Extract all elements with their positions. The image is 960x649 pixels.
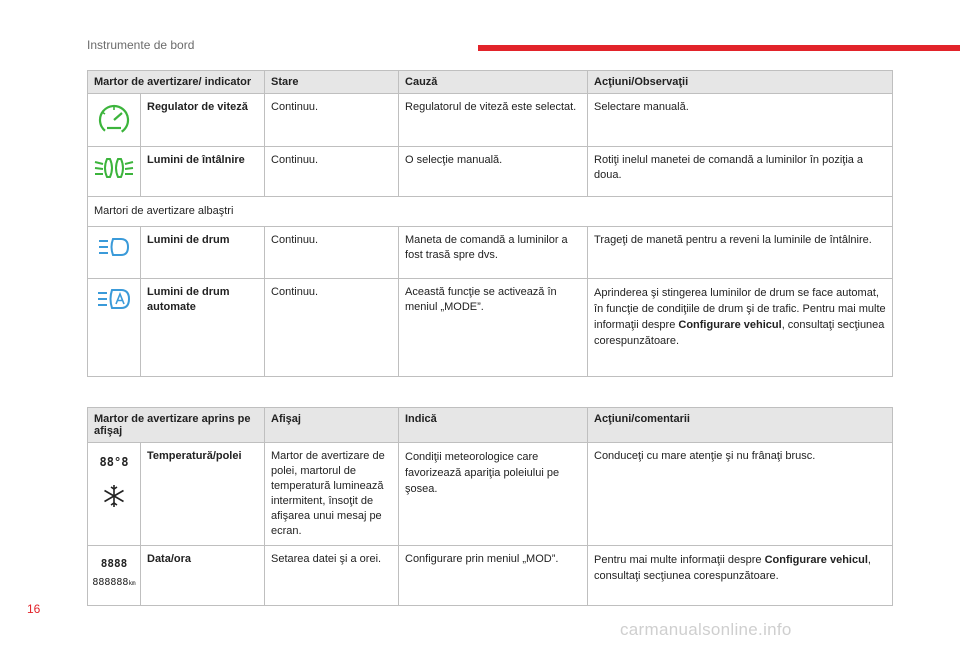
- col-header-actions: Acţiuni/Observaţii: [588, 71, 893, 94]
- watermark: carmanualsonline.info: [620, 620, 792, 639]
- auto-main-beam-icon: [96, 287, 132, 311]
- section-title: Martori de avertizare albaştri: [88, 197, 893, 227]
- icon-cell: [88, 279, 141, 377]
- action-cell: Selectare manuală.: [588, 94, 893, 147]
- warning-lights-table: [87, 70, 893, 377]
- indicator-name: Lumini de drum: [141, 227, 265, 279]
- main-beam-icon: [97, 235, 131, 259]
- table-row: [88, 279, 893, 377]
- icon-cell: [88, 94, 141, 147]
- temperature-readout-icon: 88°8: [99, 455, 129, 469]
- col-header-indicates: Indică: [399, 408, 588, 443]
- cause-cell: Regulatorul de viteză este selectat.: [399, 94, 588, 147]
- indicator-name: Temperatură/polei: [141, 443, 265, 546]
- action-cell: Rotiţi inelul manetei de comandă a luminilor în poziţia a doua.: [588, 147, 893, 197]
- indicates-cell: Condiţii meteorologice care favorizează apariţia poleiului pe şosea.: [399, 443, 588, 546]
- table-header-row: [88, 71, 893, 94]
- icon-cell: [88, 227, 141, 279]
- table-row: [88, 443, 893, 546]
- state-cell: Continuu.: [265, 279, 399, 377]
- state-cell: Continuu.: [265, 227, 399, 279]
- clock-readout-icon: 8888: [100, 557, 128, 570]
- table-row: [88, 147, 893, 197]
- odometer-digits: 888888: [92, 577, 129, 588]
- action-text: Pentru mai multe informaţii despre: [594, 554, 765, 566]
- table-row: [88, 227, 893, 279]
- col-header-display: Afişaj: [265, 408, 399, 443]
- snowflake-icon: [102, 484, 126, 508]
- cause-cell: Maneta de comandă a luminilor a fost trasă spre dvs.: [399, 227, 588, 279]
- indicates-cell: Configurare prin meniul „MOD”.: [399, 546, 588, 606]
- icon-cell: [88, 443, 141, 546]
- col-header-actions: Acţiuni/comentarii: [588, 408, 893, 443]
- indicator-name: Lumini de întâlnire: [141, 147, 265, 197]
- table-header-row: [88, 408, 893, 443]
- indicator-name: Lumini de drum automate: [141, 279, 265, 377]
- col-header-indicator: Martor de avertizare/ indicator: [88, 71, 265, 94]
- col-header-state: Stare: [265, 71, 399, 94]
- odometer-readout-icon: [92, 575, 136, 591]
- speed-limiter-icon: [94, 102, 134, 138]
- indicator-name: Regulator de viteză: [141, 94, 265, 147]
- cause-cell: O selecţie manuală.: [399, 147, 588, 197]
- section-row: [88, 197, 893, 227]
- display-cell: Martor de avertizare de polei, martorul de temperatură luminează intermitent, însoţit de afişarea unui mesaj pe ecran.: [265, 443, 399, 546]
- state-cell: Continuu.: [265, 94, 399, 147]
- indicator-name: Data/ora: [141, 546, 265, 606]
- table-row: [88, 94, 893, 147]
- action-cell: Trageţi de manetă pentru a reveni la luminile de întâlnire.: [588, 227, 893, 279]
- action-text-end: , consultaţi secţiunea corespunzătoare.: [594, 554, 871, 582]
- action-text-end: , consultaţi secţiunea corespunzătoare.: [594, 319, 885, 347]
- action-emphasis: Configurare vehicul: [678, 319, 782, 331]
- accent-bar: [478, 45, 960, 51]
- odometer-unit: km: [128, 580, 136, 587]
- action-emphasis: Configurare vehicul: [764, 554, 868, 566]
- action-text: Aprinderea şi stingerea luminilor de drum se face automat, în funcţie de condiţiile de drum şi de trafic. Pentru mai multe informaţii despre: [594, 287, 886, 331]
- display-warnings-table: [87, 407, 893, 606]
- page-header-title: Instrumente de bord: [87, 38, 195, 52]
- col-header-indicator: Martor de avertizare aprins pe afişaj: [88, 408, 265, 443]
- icon-cell: [88, 147, 141, 197]
- action-cell: Conduceţi cu mare atenţie şi nu frânaţi brusc.: [588, 443, 893, 546]
- col-header-cause: Cauză: [399, 71, 588, 94]
- dipped-beam-icon: [93, 155, 135, 181]
- display-cell: Setarea datei şi a orei.: [265, 546, 399, 606]
- page-number: 16: [27, 602, 41, 616]
- state-cell: Continuu.: [265, 147, 399, 197]
- cause-cell: Această funcţie se activează în meniul „MODE”.: [399, 279, 588, 377]
- icon-cell: [88, 546, 141, 606]
- action-cell: [588, 279, 893, 377]
- table-row: [88, 546, 893, 606]
- action-cell: [588, 546, 893, 606]
